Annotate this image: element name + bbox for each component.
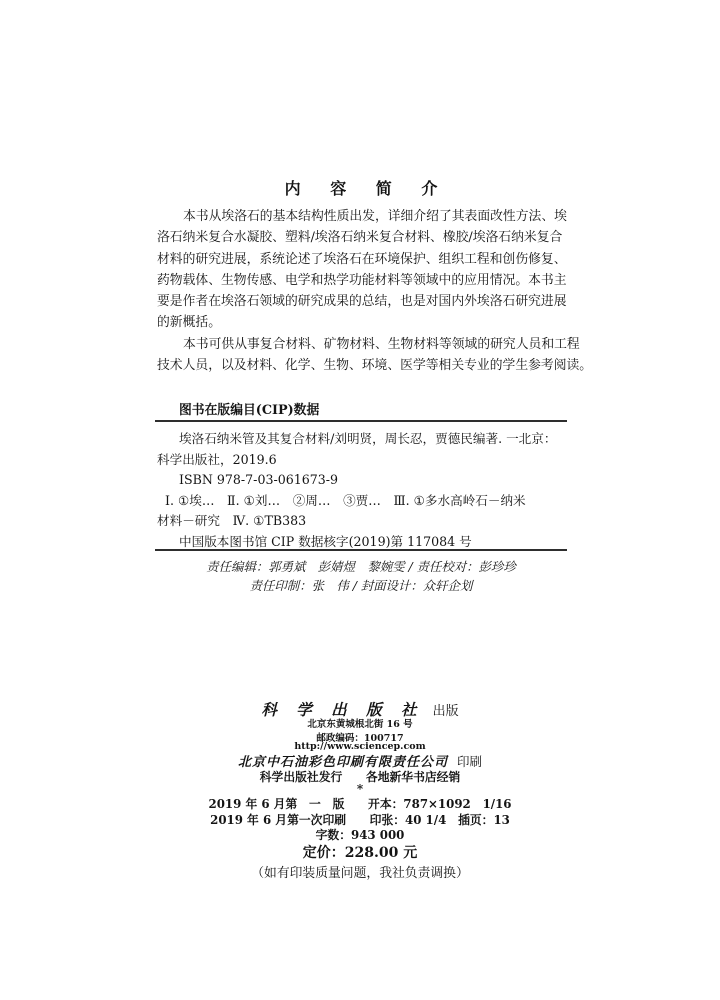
intro-line: 洛石纳米复合水凝胶、塑料/埃洛石纳米复合材料、橡胶/埃洛石纳米复合	[157, 230, 563, 246]
cip-line: 科学出版社，2019.6	[157, 451, 277, 467]
intro-paragraph-1	[157, 206, 565, 334]
intro-paragraph-2	[157, 334, 593, 377]
intro-line: 技术人员，以及材料、化学、生物、环境、医学等相关专业的学生参考阅读。	[157, 358, 593, 374]
intro-line: 药物载体、生物传感、电学和热学功能材料等领域中的应用情况。本书主	[157, 272, 567, 288]
price-line: 定价：228.00 元	[302, 845, 418, 861]
intro-line: 材料的研究进展，系统论述了埃洛石在环境保护、组织工程和创伤修复、	[157, 251, 567, 267]
cip-heading: 图书在版编目(CIP)数据	[179, 403, 320, 418]
credits-print-design: 责任印制：张 伟 / 封面设计：众轩企划	[249, 578, 473, 593]
cip-line: 中国版本图书馆 CIP 数据核字(2019)第 117084 号	[179, 533, 472, 549]
divider-bottom	[155, 549, 567, 551]
cip-line: ISBN 978-7-03-061673-9	[179, 472, 339, 488]
word-count-line: 字数：943 000	[315, 828, 405, 842]
cip-line: 材料－研究 Ⅳ. ①TB383	[157, 513, 307, 529]
quality-note: （如有印装质量问题，我社负责调换）	[251, 866, 469, 881]
page-title: 内 容 简 介	[284, 179, 450, 198]
staff-credits	[157, 557, 565, 595]
intro-line: 要是作者在埃洛石领域的研究成果的总结，也是对国内外埃洛石研究进展	[157, 294, 567, 310]
cip-line: Ⅰ. ①埃… Ⅱ. ①刘… ②周… ③贾… Ⅲ. ①多水高岭石－纳米	[165, 492, 526, 508]
distribution-line: 科学出版社发行 各地新华书店经销	[259, 770, 461, 784]
publisher-logo: 科 学 出 版 社	[261, 700, 424, 719]
star-separator: *	[356, 782, 364, 796]
publisher-address: 北京东黄城根北街 16 号	[307, 719, 413, 730]
publisher-website: http://www.sciencep.com	[294, 741, 426, 752]
publisher-line	[0, 698, 720, 720]
printer-name: 北京中石油彩色印刷有限责任公司	[237, 755, 448, 770]
divider-top	[155, 420, 567, 422]
intro-line: 本书从埃洛石的基本结构性质出发，详细介绍了其表面改性方法、埃	[183, 209, 567, 224]
publisher-postcode: 邮政编码：100717	[316, 733, 404, 744]
print-label: 印刷	[457, 754, 483, 769]
publish-label: 出版	[432, 704, 459, 719]
intro-line: 的新概括。	[157, 315, 221, 331]
edition-line: 2019 年 6 月第 一 版 开本：787×1092 1/16	[208, 797, 512, 811]
intro-line: 本书可供从事复合材料、矿物材料、生物材料等领域的研究人员和工程	[183, 337, 580, 352]
cip-line: 埃洛石纳米管及其复合材料/刘明贤，周长忍，贾德民编著. 一北京：	[179, 431, 557, 446]
printing-line: 2019 年 6 月第一次印刷 印张：40 1/4 插页：13	[210, 813, 510, 827]
cip-data-block	[157, 429, 565, 553]
credits-editors: 责任编辑：郭勇斌 彭婧煜 黎婉雯 / 责任校对：彭珍珍	[206, 559, 516, 574]
